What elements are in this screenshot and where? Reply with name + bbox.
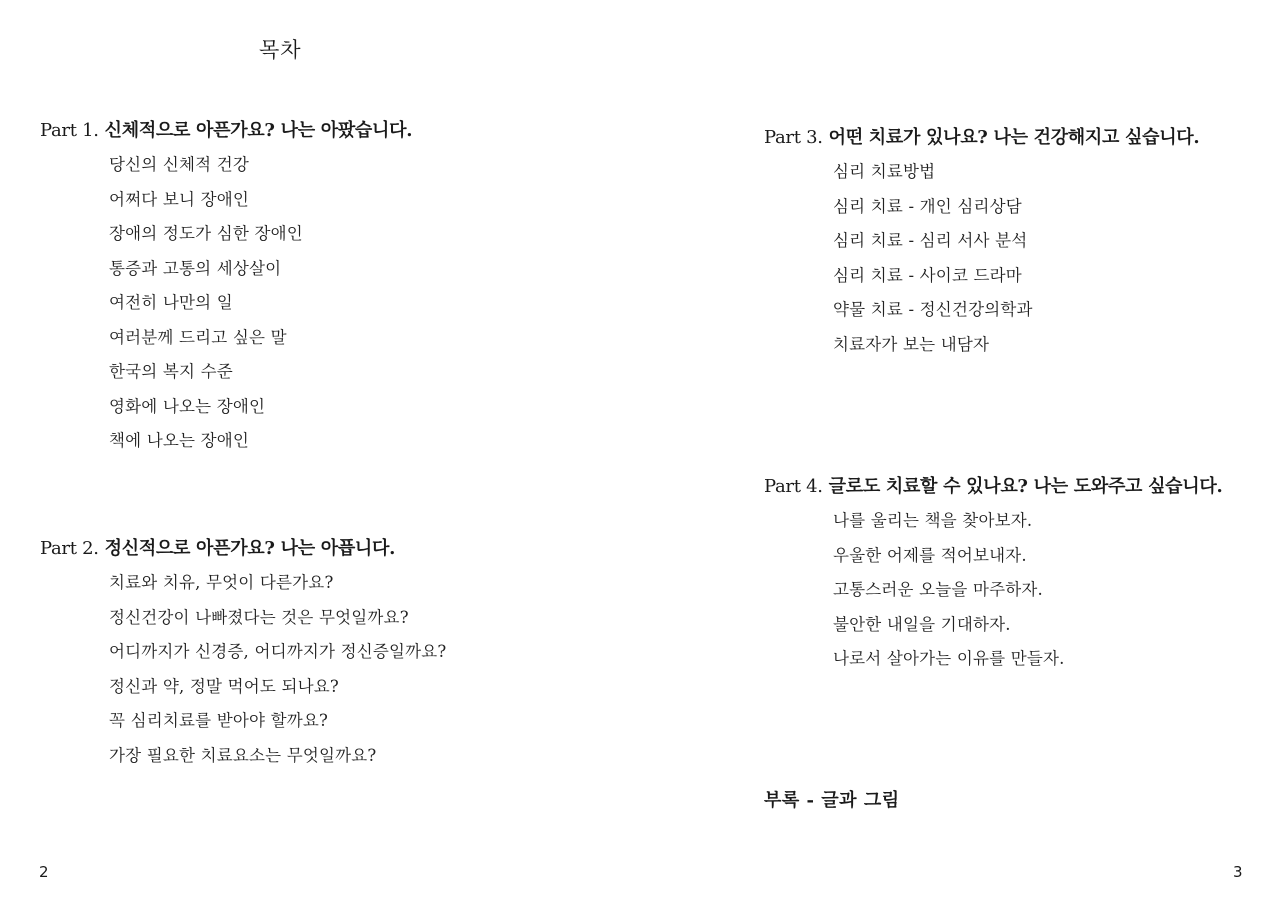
part-heading: [40, 534, 446, 560]
part-heading: [764, 472, 1222, 498]
part-title: 글로도 치료할 수 있나요? 나는 도와주고 싶습니다.: [828, 476, 1223, 497]
part-title: 신체적으로 아픈가요? 나는 아팠습니다.: [104, 120, 413, 141]
page-number: 2: [39, 863, 49, 881]
toc-item: 장애의 정도가 심한 장애인: [109, 224, 303, 243]
toc-item: 나를 울리는 책을 찾아보자.: [833, 511, 1033, 530]
toc-item-list: [40, 566, 446, 773]
toc-part-2: [40, 534, 446, 773]
toc-item: 통증과 고통의 세상살이: [109, 258, 282, 278]
toc-item: 고통스러운 오늘을 마주하자.: [833, 580, 1044, 599]
toc-item: 한국의 복지 수준: [109, 362, 233, 381]
toc-item: 약물 치료 - 정신건강의학과: [833, 300, 1033, 319]
toc-item: 꼭 심리치료를 받아야 할까요?: [109, 711, 329, 730]
toc-item: 당신의 신체적 건강: [109, 155, 250, 174]
toc-item: 불안한 내일을 기대하자.: [833, 614, 1011, 634]
part-label: Part 1.: [40, 120, 99, 141]
toc-item: 심리 치료 - 심리 서사 분석: [833, 231, 1028, 250]
page-number: 3: [1233, 863, 1243, 881]
toc-item: 심리 치료 - 사이코 드라마: [833, 265, 1022, 285]
part-label: Part 2.: [40, 538, 99, 559]
toc-item: 어디까지가 신경증, 어디까지가 정신증일까요?: [109, 642, 447, 661]
toc-item-list: [764, 504, 1222, 677]
part-label: Part 4.: [764, 476, 823, 497]
toc-part-4: [764, 472, 1222, 677]
toc-item: 책에 나오는 장애인: [109, 431, 250, 450]
part-title: 정신적으로 아픈가요? 나는 아픕니다.: [104, 538, 396, 559]
toc-item: 어쩌다 보니 장애인: [109, 189, 250, 209]
toc-item: 심리 치료방법: [833, 162, 936, 181]
toc-item: 치료와 치유, 무엇이 다른가요?: [109, 573, 334, 592]
part-title: 어떤 치료가 있나요? 나는 건강해지고 싶습니다.: [828, 127, 1200, 148]
toc-item: 가장 필요한 치료요소는 무엇일까요?: [109, 745, 377, 765]
toc-item: 영화에 나오는 장애인: [109, 396, 266, 416]
toc-title: 목차: [259, 38, 302, 62]
right-page: [640, 0, 1280, 912]
toc-item: 치료자가 보는 내담자: [833, 334, 990, 354]
toc-item-list: [40, 148, 412, 459]
toc-item: 나로서 살아가는 이유를 만들자.: [833, 649, 1065, 668]
toc-item: 심리 치료 - 개인 심리상담: [833, 196, 1022, 216]
toc-item: 여전히 나만의 일: [109, 293, 233, 312]
toc-part-1: [40, 116, 412, 459]
toc-part-3: [764, 123, 1199, 362]
toc-item: 여러분께 드리고 싶은 말: [109, 327, 287, 347]
part-label: Part 3.: [764, 127, 823, 148]
toc-item: 정신건강이 나빠졌다는 것은 무엇일까요?: [109, 607, 409, 627]
appendix-heading: 부록 - 글과 그림: [764, 790, 900, 811]
toc-item: 우울한 어제를 적어보내자.: [833, 545, 1027, 565]
toc-item: 정신과 약, 정말 먹어도 되나요?: [109, 676, 339, 696]
part-heading: [40, 116, 412, 142]
part-heading: [764, 123, 1199, 149]
toc-item-list: [764, 155, 1199, 362]
